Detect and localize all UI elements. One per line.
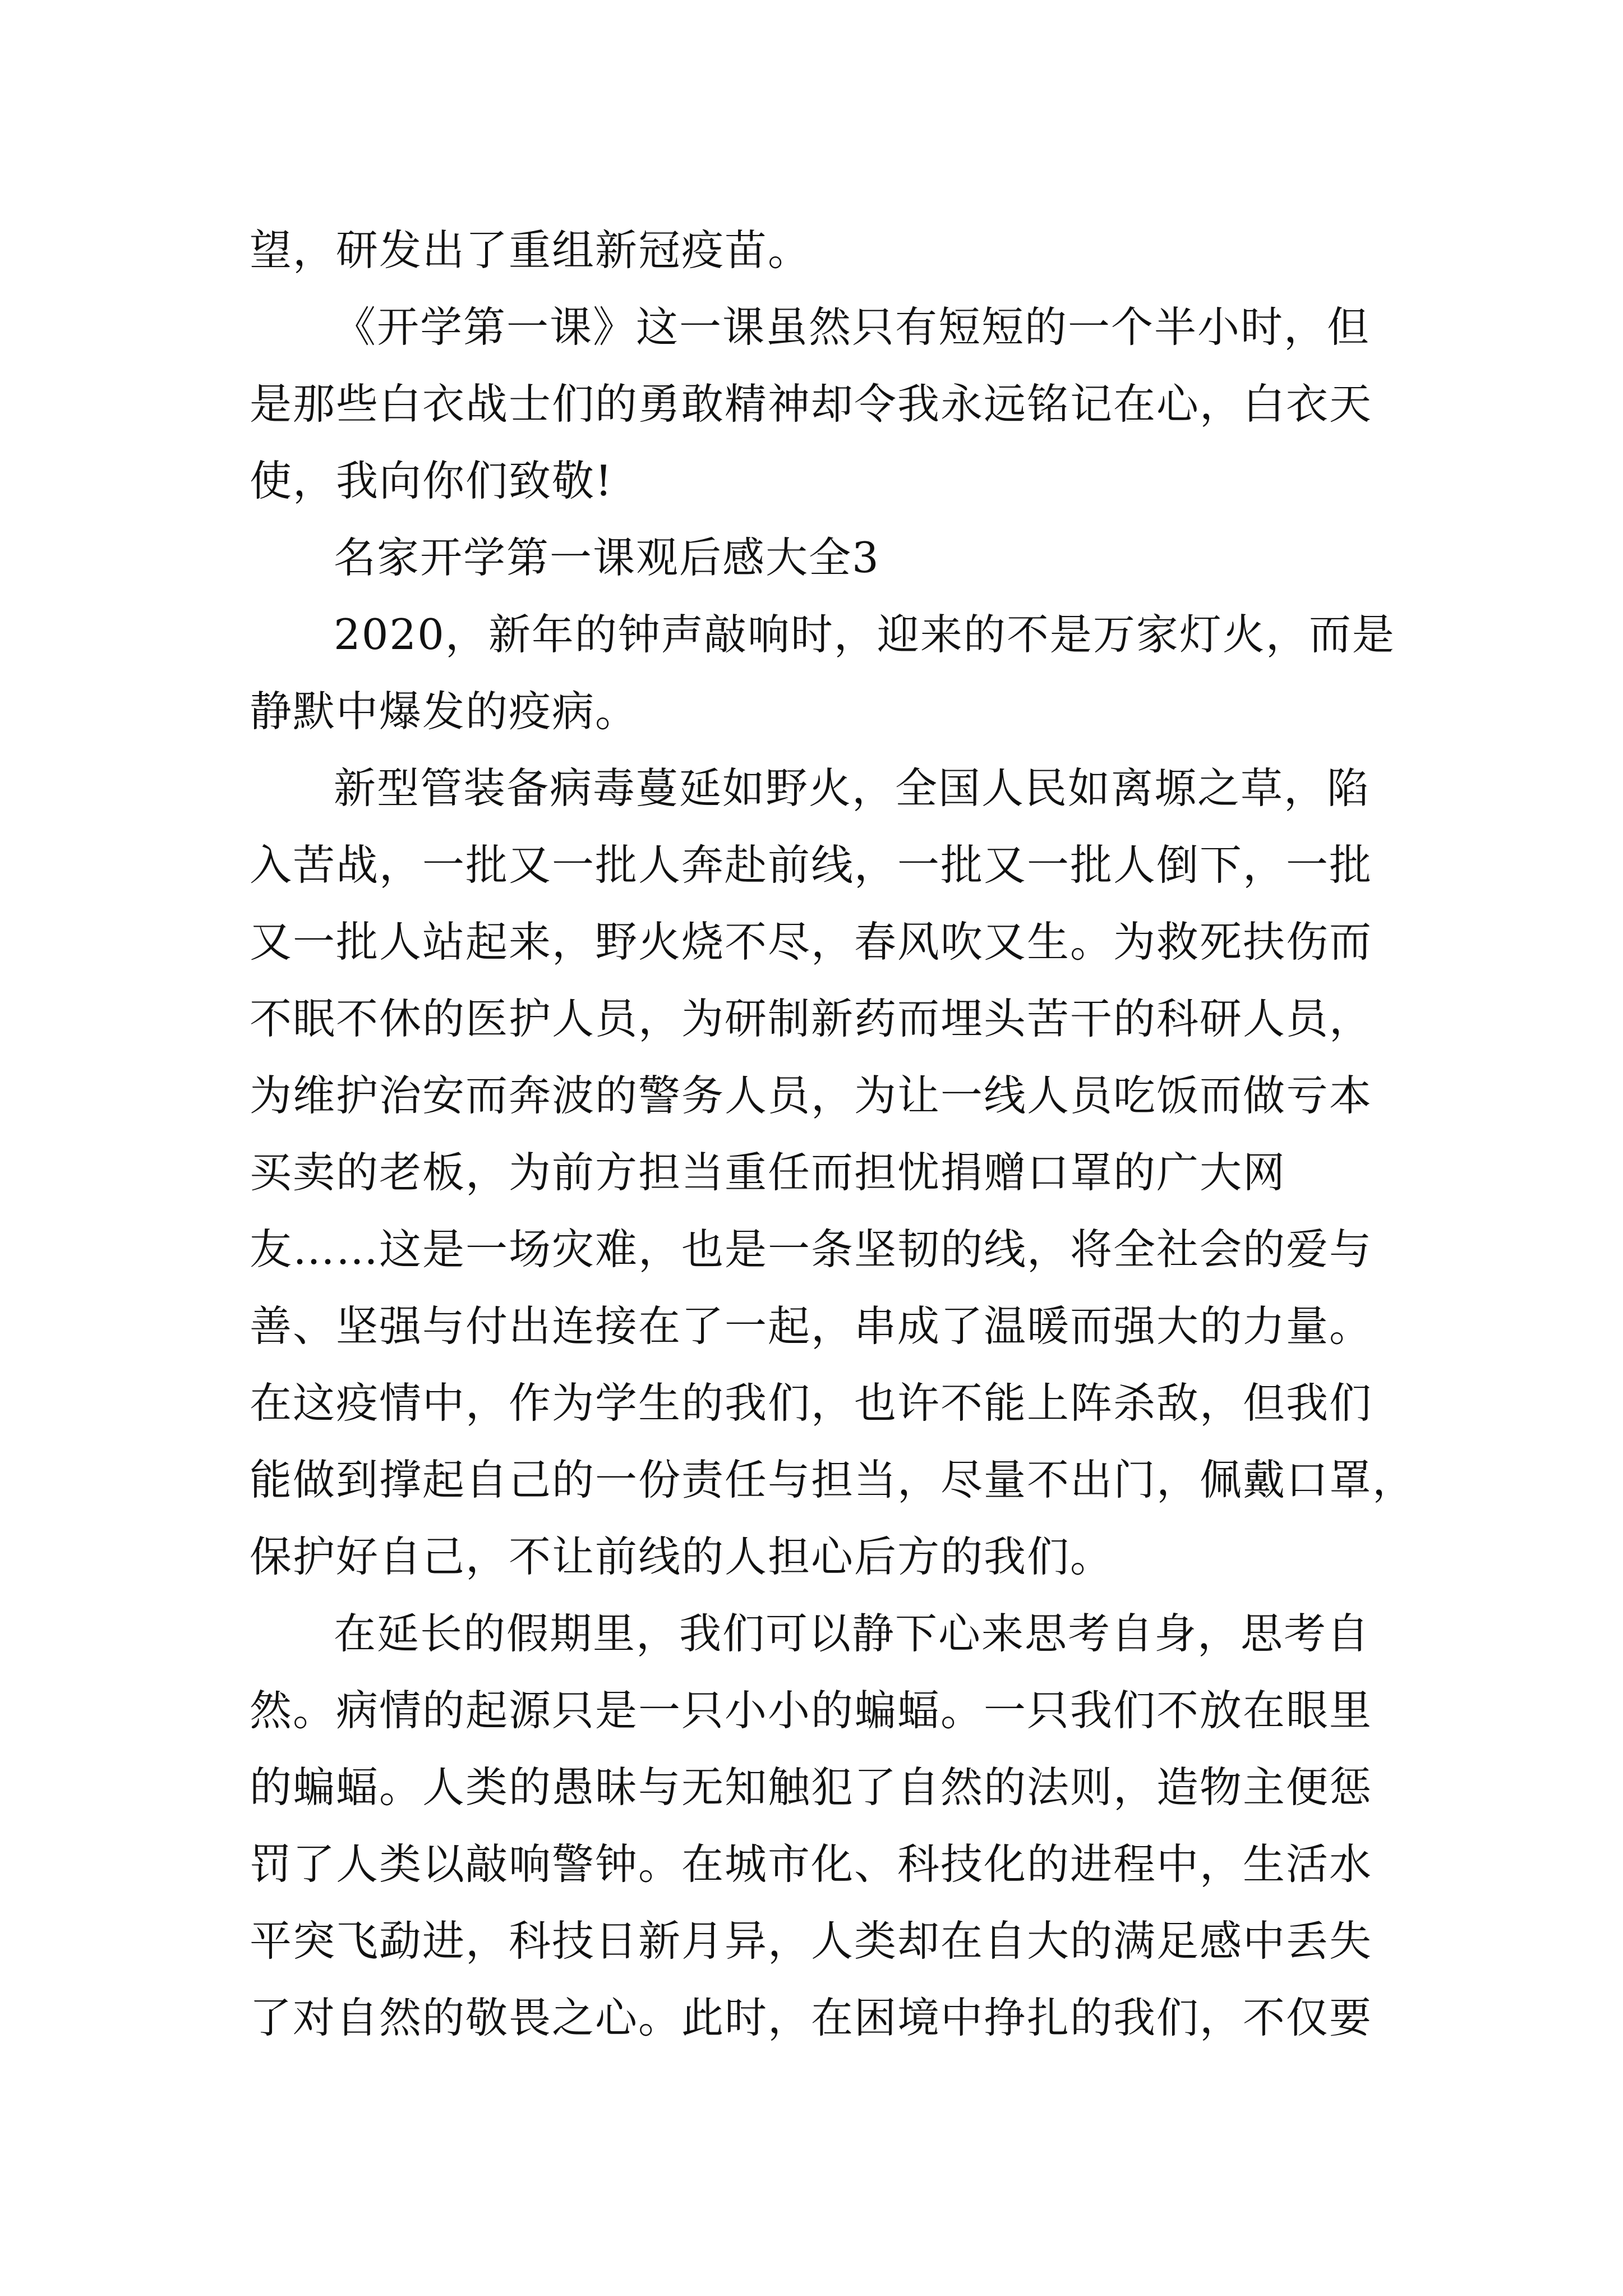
text-line: 不眠不休的医护人员，为研制新药而埋头苦干的科研人员，	[250, 994, 1373, 1043]
text-line: 保护好自己，不让前线的人担心后方的我们。	[250, 1532, 1114, 1581]
text-line: 了对自然的敬畏之心。此时，在困境中挣扎的我们，不仅要	[250, 1993, 1373, 2042]
document-body	[250, 212, 1416, 2056]
text-line: 又一批人站起来，野火烧不尽，春风吹又生。为救死扶伤而	[250, 917, 1373, 967]
text-line: 然。病情的起源只是一只小小的蝙蝠。一只我们不放在眼里	[250, 1686, 1373, 1735]
text-line: 在延长的假期里，我们可以静下心来思考自身，思考自	[334, 1609, 1371, 1658]
text-line: 使，我向你们致敬!	[250, 456, 614, 505]
text-line: 在这疫情中，作为学生的我们，也许不能上阵杀敌，但我们	[250, 1378, 1373, 1428]
text-line: 望，研发出了重组新冠疫苗。	[250, 226, 811, 275]
text-line: 能做到撑起自己的一份责任与担当，尽量不出门，佩戴口罩，	[250, 1455, 1416, 1504]
text-line: 为维护治安而奔波的警务人员，为让一线人员吃饭而做亏本	[250, 1071, 1373, 1120]
text-line: 的蝙蝠。人类的愚昧与无知触犯了自然的法则，造物主便惩	[250, 1763, 1373, 1812]
text-line: 友……这是一场灾难，也是一条坚韧的线，将全社会的爱与	[250, 1225, 1373, 1274]
text-line: 静默中爆发的疫病。	[250, 687, 639, 736]
text-line: 2020，新年的钟声敲响时，迎来的不是万家灯火，而是	[334, 610, 1395, 659]
text-line: 《开学第一课》这一课虽然只有短短的一个半小时，但	[334, 302, 1371, 352]
text-line: 买卖的老板，为前方担当重任而担忧捐赠口罩的广大网	[250, 1148, 1287, 1197]
text-line: 入苦战，一批又一批人奔赴前线，一批又一批人倒下，一批	[250, 840, 1373, 890]
text-line: 新型管装备病毒蔓延如野火，全国人民如离塬之草，陷	[334, 763, 1371, 813]
text-line: 平突飞勐进，科技日新月异，人类却在自大的满足感中丢失	[250, 1916, 1373, 1966]
text-line: 名家开学第一课观后感大全3	[334, 533, 880, 582]
text-line: 是那些白衣战士们的勇敢精神却令我永远铭记在心，白衣天	[250, 379, 1373, 429]
text-line: 罚了人类以敲响警钟。在城市化、科技化的进程中，生活水	[250, 1839, 1373, 1889]
text-line: 善、坚强与付出连接在了一起，串成了温暖而强大的力量。	[250, 1301, 1373, 1351]
